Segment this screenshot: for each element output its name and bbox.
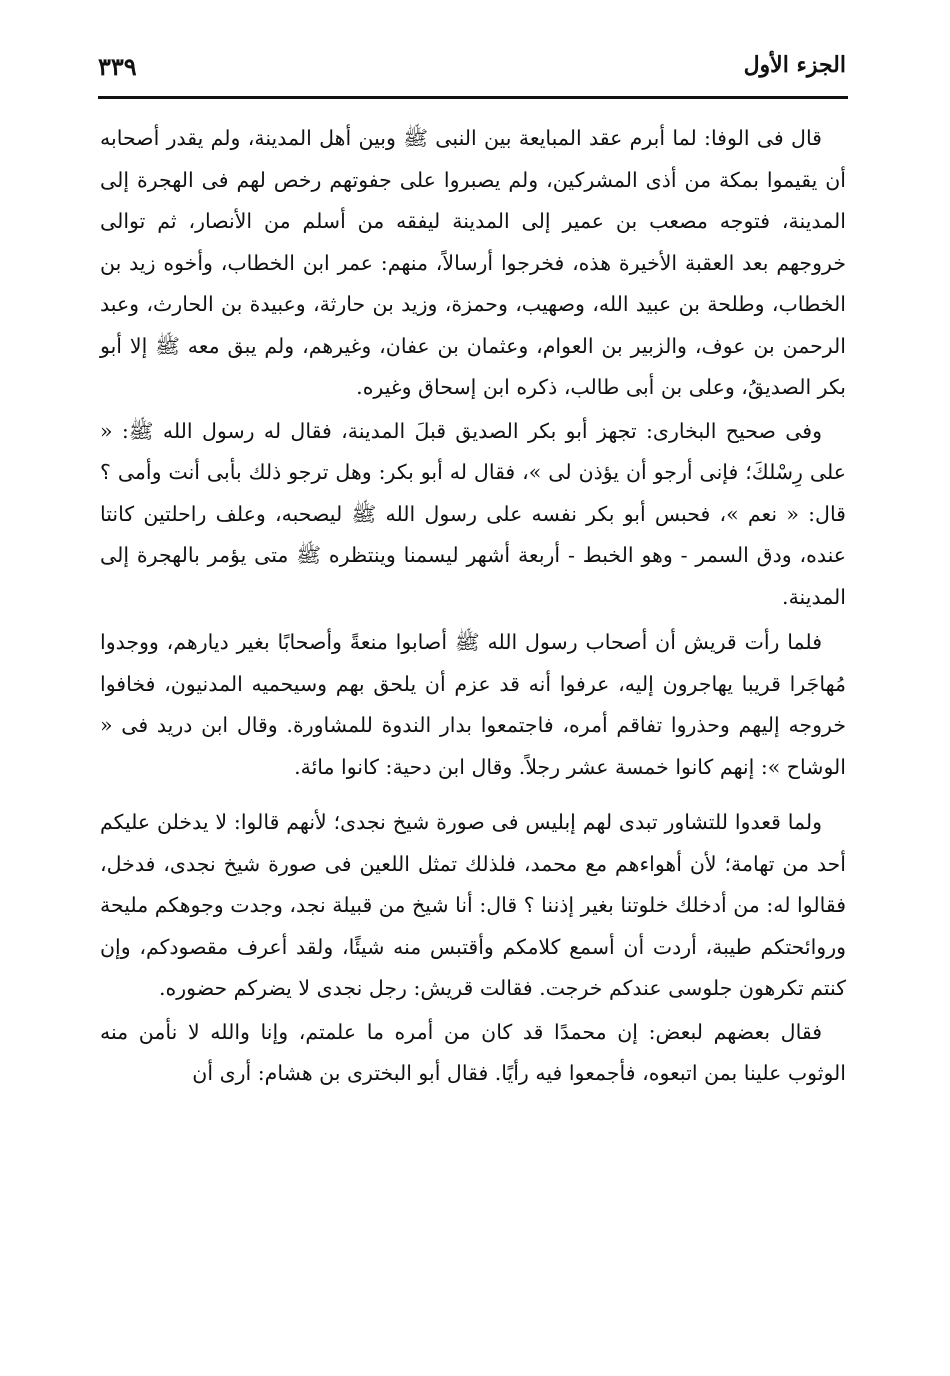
paragraph: وفى صحيح البخارى: تجهز أبو بكر الصديق قبلَ المدينة، فقال له رسول الله ﷺ: « على رِسْلكَ؛ فإنى أرجو أن يؤذن لى »، فقال له أبو بكر: وهل ترجو ذلك بأبى أنت وأمى ؟ قال: « نعم »، فحبس أبو بكر نفسه على رسول الله ﷺ ليصحبه، وعلف راحلتين كانتا عنده، ودق السمر - وهو الخبط - أربعة أشهر ليسمنا وينتظره ﷺ متى يؤمر بالهجرة إلى المدينة.	[100, 418, 846, 609]
paragraph: ولما قعدوا للتشاور تبدى لهم إبليس فى صورة شيخ نجدى؛ لأنهم قالوا: لا يدخلن عليكم أحد من تهامة؛ لأن أهواءهم مع محمد، فلذلك تمثل اللعين فى صورة شيخ نجدى، فدخل، فقالوا له: من أدخلك خلوتنا بغير إذننا ؟ قال: أنا شيخ من قبيلة نجد، وجدت وجوهكم مليحة وروائحتكم طيبة، أردت أن أسمع كلامكم وأقتبس منه شيئًا، ولقد أعرف مقصودكم، وإن كنتم تكرهون جلوسى عندكم خرجت. فقالت قريش: رجل نجدى لا يضركم حضوره.	[100, 810, 846, 1000]
running-title: الجزء الأول	[743, 52, 846, 78]
body-text	[100, 118, 846, 1095]
page-number: ٣٣٩	[98, 52, 137, 81]
paragraph: فلما رأت قريش أن أصحاب رسول الله ﷺ أصابوا منعةً وأصحابًا بغير ديارهم، ووجدوا مُهاجَرا قريبا يهاجرون إليه، عرفوا أنه قد عزم أن يلحق بهم وسيحميه المدنيون، فخافوا خروجه إليهم وحذروا تفاقم أمره، فاجتمعوا بدار الندوة للمشاورة. وقال ابن دريد فى « الوشاح »: إنهم كانوا خمسة عشر رجلاً. وقال ابن دحية: كانوا مائة.	[100, 630, 846, 779]
paragraph: فقال بعضهم لبعض: إن محمدًا قد كان من أمره ما علمتم، وإنا والله لا نأمن منه الوثوب علينا بمن اتبعوه، فأجمعوا فيه رأيًا. فقال أبو البخترى بن هشام: أرى أن	[100, 1019, 846, 1085]
paragraph: قال فى الوفا: لما أبرم عقد المبايعة بين النبى ﷺ وبين أهل المدينة، ولم يقدر أصحابه أن يقيموا بمكة من أذى المشركين، ولم يصبروا على جفوتهم رخص لهم فى الهجرة إلى المدينة، فتوجه مصعب بن عمير إلى المدينة ليفقه من أسلم من الأنصار، ثم توالى خروجهم بعد العقبة الأخيرة هذه، فخرجوا أرسالاً، منهم: عمر ابن الخطاب، وأخوه زيد بن الخطاب، وطلحة بن عبيد الله، وصهيب، وحمزة، وزيد بن حارثة، وعبيدة بن الحارث، وعبد الرحمن بن عوف، والزبير بن العوام، وعثمان بن عفان، وغيرهم، ولم يبق معه ﷺ إلا أبو بكر الصديقُ، وعلى بن أبى طالب، ذكره ابن إسحاق وغيره.	[100, 126, 846, 399]
page-header	[98, 52, 846, 90]
header-rule	[98, 96, 848, 99]
